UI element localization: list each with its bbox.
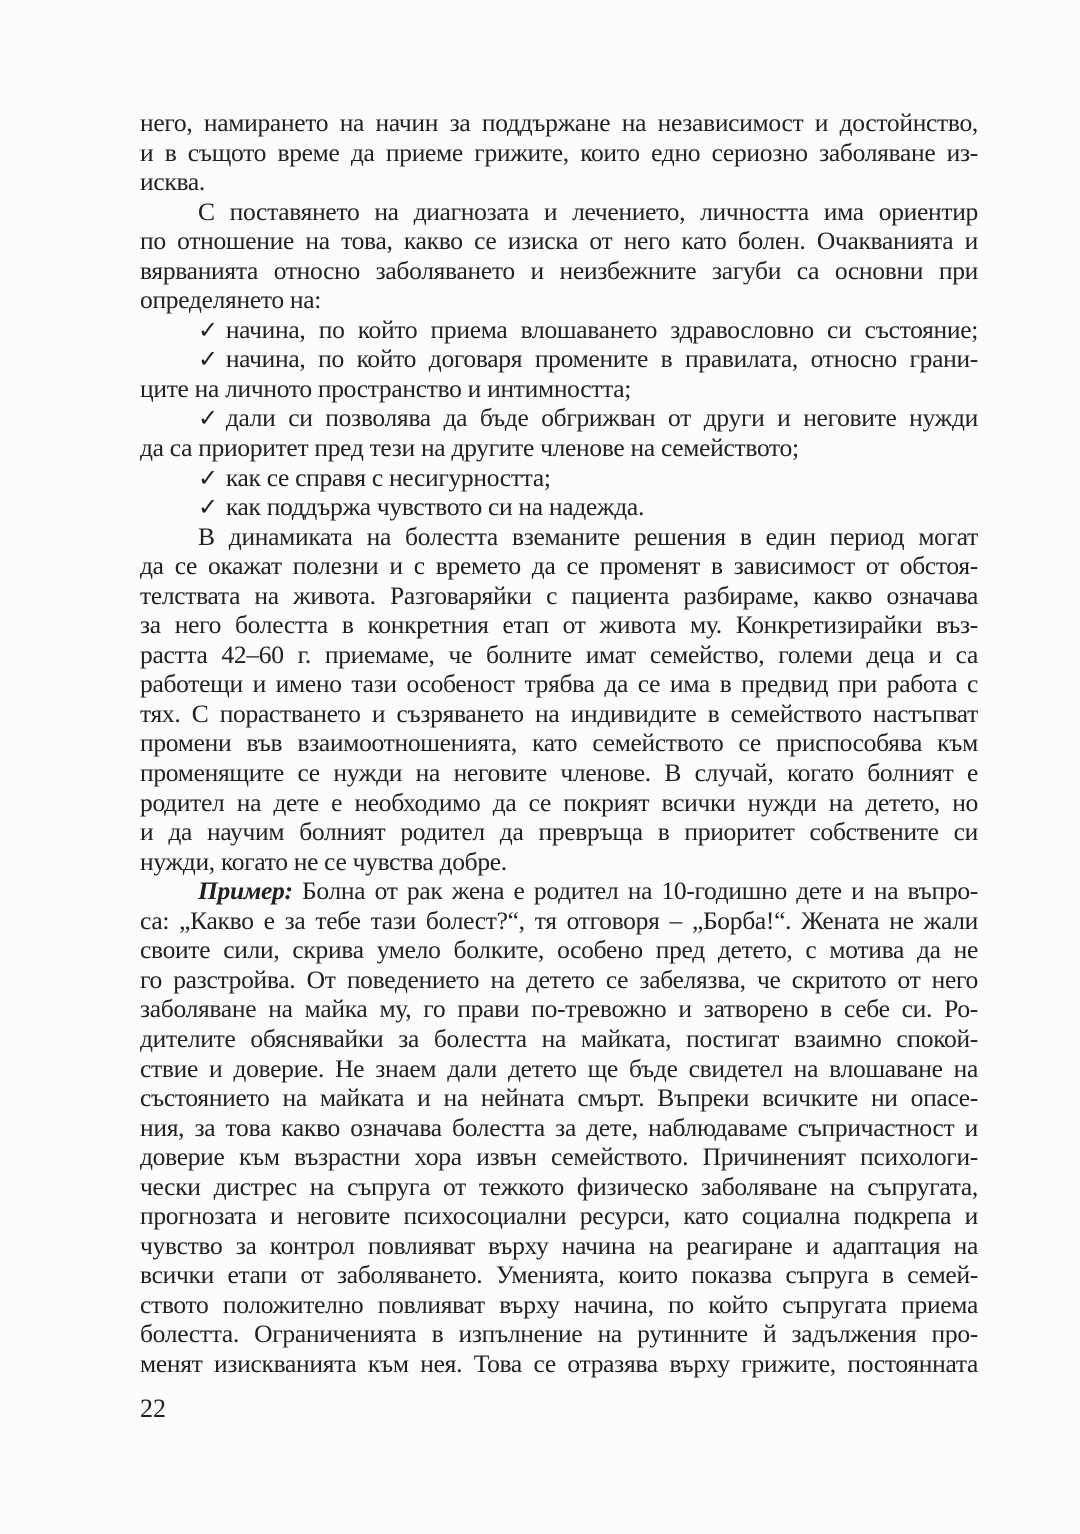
text-line: променящите се нужди на неговите членове. В случай, когато болният е [140, 758, 978, 788]
text-line: С поставянето на диагнозата и лечението, личността има ориентир [198, 196, 978, 226]
page-number: 22 [140, 1394, 166, 1423]
text-line: да са приоритет пред тези на другите членове на семейството; [140, 433, 799, 463]
text-line: и да научим болният родител да превръща в приоритет собствените си [140, 817, 978, 847]
text-line: и в същото време да приеме грижите, които едно сериозно заболяване из- [140, 137, 978, 167]
text-line: за него болестта в конкретния етап от живота му. Конкретизирайки въз- [140, 610, 978, 640]
text-line: всички етапи от заболяването. Уменията, които показва съпруга в семей- [140, 1260, 978, 1290]
text-line: растта 42–60 г. приемаме, че болните имат семейство, големи деца и са [140, 639, 978, 669]
text-line: го разстройва. От поведението на детето се забелязва, че скритото от него [140, 964, 978, 994]
text-line: телствата на живота. Разговаряйки с пациента разбираме, какво означава [140, 580, 978, 610]
text-line: своите сили, скрива умело болките, особено пред детето, с мотива да не [140, 935, 978, 965]
text-line: промени във взаимоотношенията, като семейството се приспособява към [140, 728, 978, 758]
text-line: чувство за контрол повлияват върху начина на реагиране и адаптация на [140, 1230, 978, 1260]
example-lead-label: Пример: [198, 876, 303, 906]
text-line: състоянието на майката и на нейната смърт. Въпреки всичките ни опасе- [140, 1083, 978, 1113]
checkmark-icon: ✓ [198, 465, 218, 492]
checkmark-icon: ✓ [198, 406, 218, 433]
text-line: тях. С порастването и съзряването на индивидите в семейството настъпват [140, 698, 978, 728]
text-line: ството положително повлияват върху начина, по който съпругата приема [140, 1289, 978, 1319]
checkmark-icon: ✓ [198, 347, 218, 374]
text-line: Пример: Болна от рак жена е родител на 10-годишно дете и на въпро- [198, 876, 978, 906]
checkmark-icon: ✓ [198, 317, 218, 344]
text-line: работещи и имено тази особеност трябва да се има в предвид при работа с [140, 669, 978, 699]
text-line: вярванията относно заболяването и неизбежните загуби са основни при [140, 255, 978, 285]
text-line: ✓ начина, по който приема влошаването здравословно си състояние; [140, 315, 978, 345]
text-line: са: „Какво е за тебе тази болест?“, тя отговоря – „Борба!“. Жената не жали [140, 905, 978, 935]
text-line: нужди, когато не се чувства добре. [140, 846, 507, 876]
text-line: ✓ как поддържа чувството си на надежда. [140, 492, 978, 522]
text-line: да се окажат полезни и с времето да се променят в зависимост от обстоя- [140, 551, 978, 581]
text-line: заболяване на майка му, го прави по-тревожно и затворено в себе си. Ро- [140, 994, 978, 1024]
text-line: ците на личното пространство и интимността; [140, 373, 632, 403]
checkmark-icon: ✓ [198, 495, 218, 522]
text-line: В динамиката на болестта вземаните решения в един период могат [198, 521, 978, 551]
text-line: болестта. Ограниченията в изпълнение на рутинните й задължения про- [140, 1319, 978, 1349]
text-line: менят изискванията към нея. Това се отразява върху грижите, постоянната [140, 1348, 978, 1378]
text-line: ✓ как се справя с несигурността; [140, 463, 978, 493]
text-line: родител на дете е необходимо да се покрият всички нужди на детето, но [140, 787, 978, 817]
text-line: ния, за това какво означава болестта за дете, наблюдаваме съпричастност и [140, 1112, 978, 1142]
text-line: прогнозата и неговите психосоциални ресурси, като социална подкрепа и [140, 1201, 978, 1231]
text-line: ✓ дали си позволява да бъде обгрижван от други и неговите нужди [140, 403, 978, 433]
text-line: ствие и доверие. Не знаем дали детето ще бъде свидетел на влошаване на [140, 1053, 978, 1083]
text-line: доверие към възрастни хора извън семейството. Причиненият психологи- [140, 1142, 978, 1172]
text-line: по отношение на това, какво се изиска от него като болен. Очакванията и [140, 226, 978, 256]
text-line: ✓ начина, по който договаря промените в правилата, относно грани- [140, 344, 978, 374]
text-line: исква. [140, 167, 205, 197]
text-line: него, намирането на начин за поддържане на независимост и достойнство, [140, 108, 978, 137]
text-line: чески дистрес на съпруга от тежкото физическо заболяване на съпругата, [140, 1171, 978, 1201]
text-line: определянето на: [140, 285, 322, 315]
text-block [140, 108, 978, 1379]
text-line: дителите обяснявайки за болестта на майката, постигат взаимно спокой- [140, 1023, 978, 1053]
